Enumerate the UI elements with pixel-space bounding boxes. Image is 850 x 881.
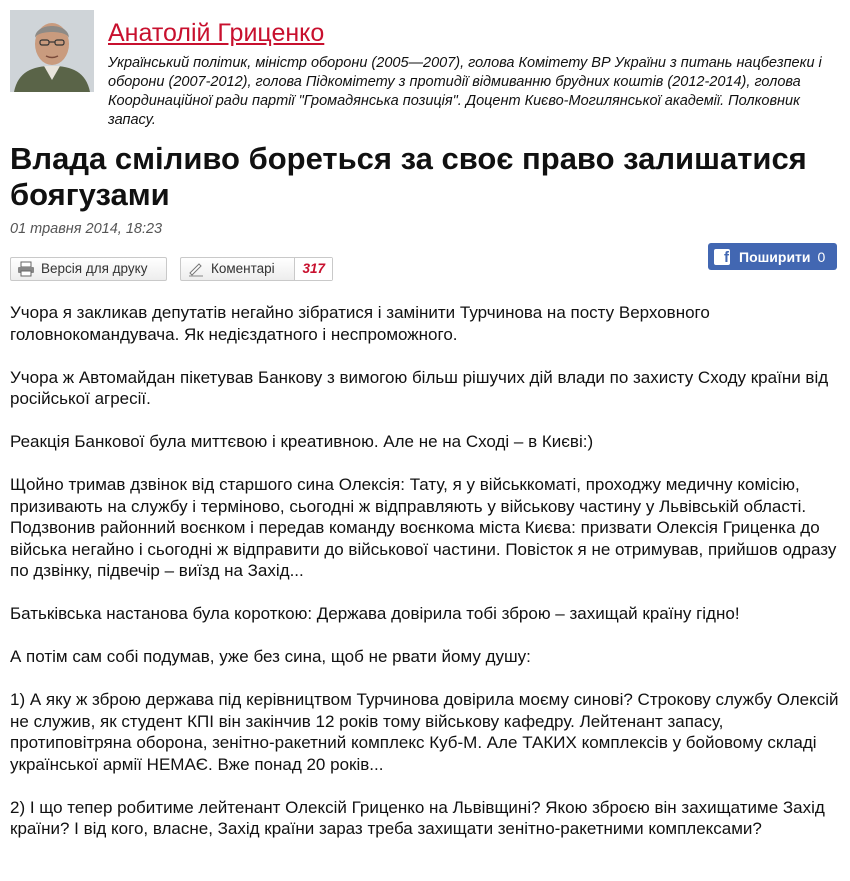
- article-body: [10, 302, 840, 861]
- author-name-link[interactable]: Анатолій Гриценко: [108, 19, 325, 47]
- article-paragraph: Учора ж Автомайдан пікетував Банкову з вимогою більш рішучих дій влади по захисту Сходу країни від російської агресії.: [10, 367, 829, 408]
- author-bio-text: Український політик, міністр оборони (2005—2007), голова Комітету ВР України з питань нацбезпеки і оборони (2007-2012), голова Підкомітету з протидії відмиванню брудних коштів (2012-2014), голова Координаційної ради партії "Громадянська позиція". Доцент Києво-Могилянської академії. Полковник запасу.: [108, 55, 822, 128]
- author-bio: [108, 54, 840, 130]
- print-version-button[interactable]: [10, 257, 167, 281]
- article-paragraph: 2) І що тепер робитиме лейтенант Олексій Гриценко на Львівщині? Якою зброєю він захищатиме Захід країни? І від кого, власне, Захід країни зараз треба захищати зенітно-ракетними комплексами?: [10, 797, 825, 838]
- article-title: Влада сміливо бореться за своє право залишатися боягузами: [10, 141, 807, 212]
- comments-button[interactable]: [180, 257, 333, 281]
- article-paragraph: А потім сам собі подумав, уже без сина, щоб не рвати йому душу:: [10, 647, 531, 666]
- comments-count[interactable]: 317: [294, 258, 332, 280]
- pencil-icon: [187, 261, 205, 277]
- article-paragraph: Щойно тримав дзвінок від старшого сина Олексія: Тату, я у військкоматі, проходжу медичну комісію, призивають на службу і терміново, сьогодні ж відправляють у військову частину у Львівській області. Подзвонив районний воєнком і передав команду воєнкома міста Києва: призвати Олексія Гриценка до війська негайно і сьогодні ж відправити до військової частини. Повісток я не отримував, прийшов одразу по дзвінку, підвечір – виїзд на Захід...: [10, 475, 837, 580]
- share-count: 0: [817, 248, 826, 265]
- share-label: Поширити: [739, 248, 811, 265]
- author-avatar[interactable]: [10, 10, 94, 92]
- printer-icon: [17, 261, 35, 277]
- comments-label: Коментарі: [211, 261, 275, 276]
- facebook-icon: f: [714, 249, 730, 265]
- print-version-label: Версія для друку: [41, 261, 148, 276]
- article-paragraph: Батьківська настанова була короткою: Держава довірила тобі зброю – захищай країну гідно!: [10, 604, 740, 623]
- author-photo-icon: [10, 10, 94, 92]
- article-paragraph: Реакція Банкової була миттєвою і креативною. Але не на Сході – в Києві:): [10, 432, 594, 451]
- facebook-share-button[interactable]: [708, 243, 837, 270]
- article-paragraph: Учора я закликав депутатів негайно зібратися і замінити Турчинова на посту Верховного головнокомандувача. Як недієздатного і неспроможного.: [10, 303, 710, 344]
- article-date: 01 травня 2014, 18:23: [10, 221, 163, 237]
- article-paragraph: 1) А яку ж зброю держава під керівництвом Турчинова довірила моєму синові? Строкову службу Олексій не служив, як студент КПІ він закінчив 12 років тому військову кафедру. Лейтенант запасу, протиповітряна оборона, зенітно-ракетний комплекс Куб-М. Але ТАКИХ комплексів у бойовому складі української армії НЕМАЄ. Вже понад 20 років...: [10, 690, 839, 774]
